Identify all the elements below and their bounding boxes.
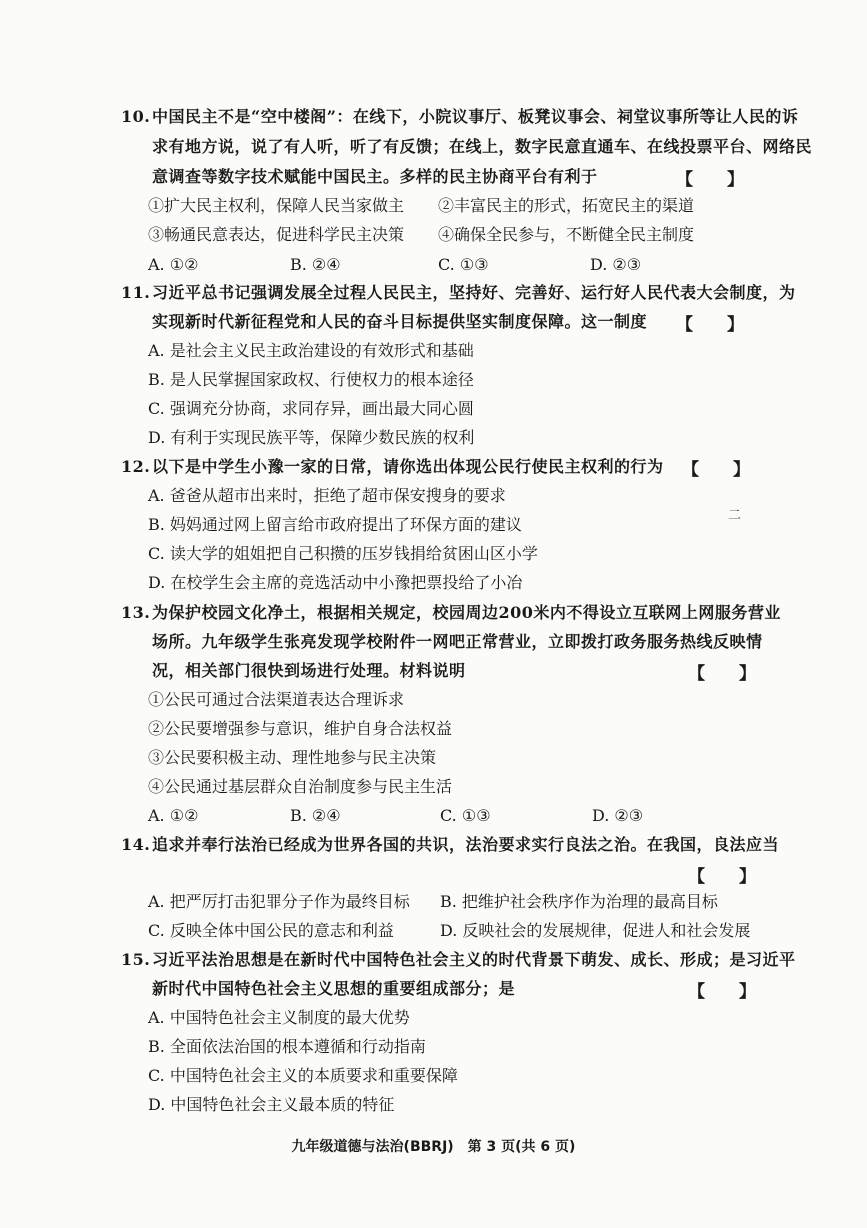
option-c[interactable]: C. ①③ — [440, 806, 491, 825]
statement: ①扩大民主权利，保障人民当家做主 — [148, 196, 405, 215]
question-number: 10. — [121, 107, 151, 126]
statement: ③畅通民意表达，促进科学民主决策 — [148, 225, 405, 244]
option-d[interactable]: D. 反映社会的发展规律，促进人和社会发展 — [440, 921, 751, 940]
question-stem-line: 场所。九年级学生张亮发现学校附件一网吧正常营业，立即拨打政务服务热线反映情 — [152, 632, 763, 651]
statement: ②公民要增强参与意识，维护自身合法权益 — [148, 719, 453, 738]
question-stem-line: 况，相关部门很快到场进行处理。材料说明 — [152, 661, 466, 680]
option-b[interactable]: B. 妈妈通过网上留言给市政府提出了环保方面的建议 — [148, 515, 522, 534]
question-number: 13. — [121, 603, 151, 622]
margin-mark: 二 — [728, 508, 742, 523]
question-stem-line: 实现新时代新征程党和人民的奋斗目标提供坚实制度保障。这一制度 — [152, 312, 648, 331]
statement: ①公民可通过合法渠道表达合理诉求 — [148, 690, 405, 709]
page-footer: 九年级道德与法治(BBRJ) 第 3 页(共 6 页) — [291, 1139, 576, 1155]
question-stem-line: 求有地方说，说了有人听，听了有反馈；在线上，数字民意直通车、在线投票平台、网络民 — [152, 137, 813, 156]
option-a[interactable]: A. 把严厉打击犯罪分子作为最终目标 — [148, 892, 410, 911]
statement: ③公民要积极主动、理性地参与民主决策 — [148, 748, 437, 767]
option-c[interactable]: C. 中国特色社会主义的本质要求和重要保障 — [148, 1066, 458, 1085]
answer-bracket[interactable]: 【 】 — [688, 867, 756, 887]
option-d[interactable]: D. 中国特色社会主义最本质的特征 — [148, 1095, 395, 1114]
option-b[interactable]: B. ②④ — [290, 255, 341, 274]
option-a[interactable]: A. 中国特色社会主义制度的最大优势 — [148, 1008, 410, 1027]
option-c[interactable]: C. 强调充分协商，求同存异，画出最大同心圆 — [148, 399, 474, 418]
option-d[interactable]: D. ②③ — [592, 806, 644, 825]
option-a[interactable]: A. 爸爸从超市出来时，拒绝了超市保安搜身的要求 — [148, 486, 506, 505]
question-stem-line: 为保护校园文化净土，根据相关规定，校园周边200米内不得设立互联网上网服务营业 — [152, 603, 781, 622]
answer-bracket[interactable]: 【 】 — [676, 315, 744, 335]
answer-bracket[interactable]: 【 】 — [676, 170, 744, 190]
option-c[interactable]: C. 反映全体中国公民的意志和利益 — [148, 921, 394, 940]
question-stem-line: 以下是中学生小豫一家的日常，请你选出体现公民行使民主权利的行为 — [152, 457, 664, 476]
option-b[interactable]: B. 是人民掌握国家政权、行使权力的根本途径 — [148, 370, 474, 389]
option-a[interactable]: A. 是社会主义民主政治建设的有效形式和基础 — [148, 341, 474, 360]
question-stem-line: 习近平总书记强调发展全过程人民民主，坚持好、完善好、运行好人民代表大会制度，为 — [152, 283, 796, 302]
question-number: 15. — [121, 950, 151, 969]
question-stem-line: 意调查等数字技术赋能中国民主。多样的民主协商平台有利于 — [152, 167, 598, 186]
option-a[interactable]: A. ①② — [148, 806, 199, 825]
question-number: 14. — [121, 835, 151, 854]
question-stem-line: 新时代中国特色社会主义思想的重要组成部分；是 — [152, 979, 516, 998]
question-stem-line: 中国民主不是“空中楼阁”：在线下，小院议事厅、板凳议事会、祠堂议事所等让人民的诉 — [152, 107, 799, 126]
question-stem-line: 追求并奉行法治已经成为世界各国的共识，法治要求实行良法之治。在我国，良法应当 — [152, 835, 780, 854]
answer-bracket[interactable]: 【 】 — [688, 664, 756, 684]
option-d[interactable]: D. 有利于实现民族平等，保障少数民族的权利 — [148, 428, 475, 447]
option-b[interactable]: B. 把维护社会秩序作为治理的最高目标 — [440, 892, 718, 911]
question-number: 11. — [121, 283, 151, 302]
statement: ④公民通过基层群众自治制度参与民主生活 — [148, 777, 453, 796]
statement: ②丰富民主的形式，拓宽民主的渠道 — [438, 196, 695, 215]
statement: ④确保全民参与，不断健全民主制度 — [438, 225, 695, 244]
answer-bracket[interactable]: 【 】 — [688, 982, 756, 1002]
option-d[interactable]: D. ②③ — [590, 255, 642, 274]
question-number: 12. — [121, 457, 151, 476]
option-d[interactable]: D. 在校学生会主席的竞选活动中小豫把票投给了小冶 — [148, 573, 523, 592]
option-c[interactable]: C. 读大学的姐姐把自己积攒的压岁钱捐给贫困山区小学 — [148, 544, 538, 563]
option-a[interactable]: A. ①② — [148, 255, 199, 274]
answer-bracket[interactable]: 【 】 — [682, 460, 750, 480]
question-stem-line: 习近平法治思想是在新时代中国特色社会主义的时代背景下萌发、成长、形成；是习近平 — [152, 950, 796, 969]
option-b[interactable]: B. 全面依法治国的根本遵循和行动指南 — [148, 1037, 426, 1056]
option-b[interactable]: B. ②④ — [290, 806, 341, 825]
option-c[interactable]: C. ①③ — [438, 255, 489, 274]
